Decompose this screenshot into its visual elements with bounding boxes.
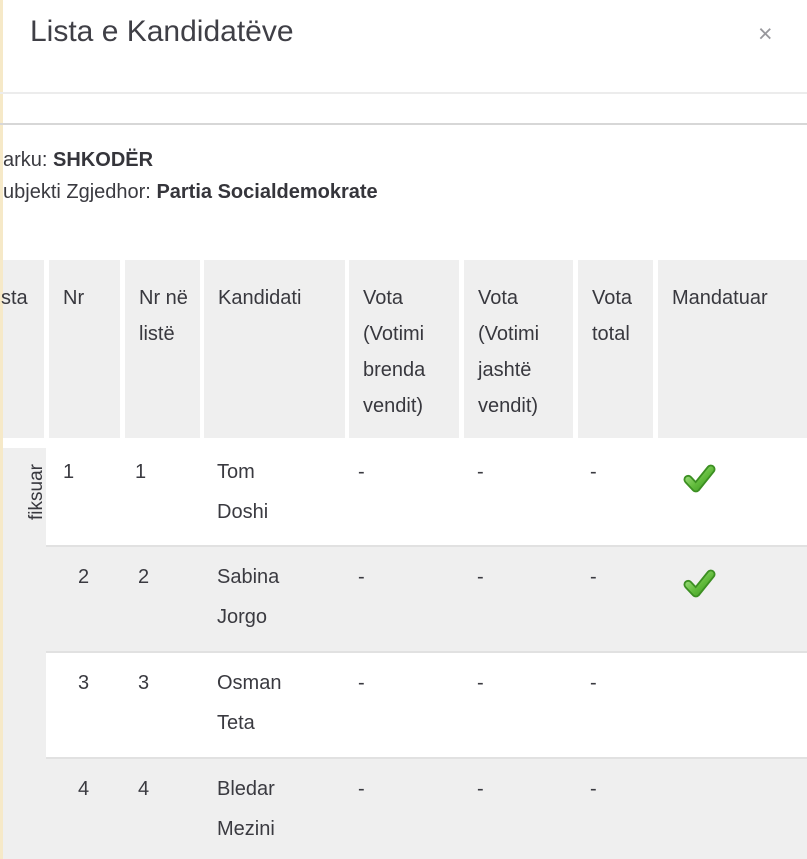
header-nr: Nr (49, 260, 120, 438)
cell-candidate-name: Tom Doshi (217, 461, 269, 523)
cell-nr: 3 (78, 672, 90, 694)
header-mandatuar: Mandatuar (658, 260, 807, 438)
table-row (3, 448, 807, 545)
table-row (3, 757, 807, 859)
cell-vota-jashte: - (477, 672, 484, 694)
cell-vota-jashte: - (477, 461, 484, 483)
header-vota-jashte: Vota (Votimi jashtë vendit) (464, 260, 573, 438)
header-vota-total: Vota total (578, 260, 653, 438)
candidate-table-body (3, 448, 807, 859)
list-group-label: fiksuar (26, 464, 47, 520)
cell-vota-total: - (590, 672, 597, 694)
cell-vota-total: - (590, 566, 597, 588)
cell-nr: 4 (78, 778, 90, 800)
subject-value: Partia Socialdemokrate (156, 181, 378, 203)
mandated-check-icon (683, 462, 716, 495)
cell-vota-brenda: - (358, 778, 365, 800)
cell-nr: 1 (63, 461, 75, 483)
table-row (3, 545, 807, 651)
cell-nr-ne-liste: 1 (135, 461, 147, 483)
page-title: Lista e Kandidatëve (30, 15, 294, 48)
table-row (3, 651, 807, 757)
cell-nr-ne-liste: 3 (138, 672, 150, 694)
header-kandidati: Kandidati (204, 260, 345, 438)
cell-vota-jashte: - (477, 778, 484, 800)
cell-nr: 2 (78, 566, 90, 588)
close-icon[interactable]: × (758, 20, 773, 48)
cell-nr-ne-liste: 2 (138, 566, 150, 588)
cell-vota-jashte: - (477, 566, 484, 588)
cell-nr-ne-liste: 4 (138, 778, 150, 800)
election-info (3, 144, 378, 208)
mandated-check-icon (683, 567, 716, 600)
modal-header-divider (0, 92, 807, 94)
subject-line (3, 176, 378, 208)
cell-vota-brenda: - (358, 461, 365, 483)
header-lista: sta (3, 260, 44, 438)
header-nr-ne-liste: Nr në listë (125, 260, 200, 438)
district-value: SHKODËR (53, 149, 154, 171)
district-label: arku: (3, 149, 48, 171)
district-line (3, 144, 378, 176)
modal-body-divider (0, 123, 807, 125)
cell-candidate-name: Bledar Mezini (217, 778, 275, 840)
cell-candidate-name: Osman Teta (217, 672, 282, 734)
cell-vota-total: - (590, 461, 597, 483)
cell-vota-brenda: - (358, 566, 365, 588)
cell-candidate-name: Sabina Jorgo (217, 566, 280, 628)
header-vota-brenda: Vota (Votimi brenda vendit) (349, 260, 459, 438)
subject-label: ubjekti Zgjedhor: (3, 181, 151, 203)
cell-vota-total: - (590, 778, 597, 800)
cell-vota-brenda: - (358, 672, 365, 694)
